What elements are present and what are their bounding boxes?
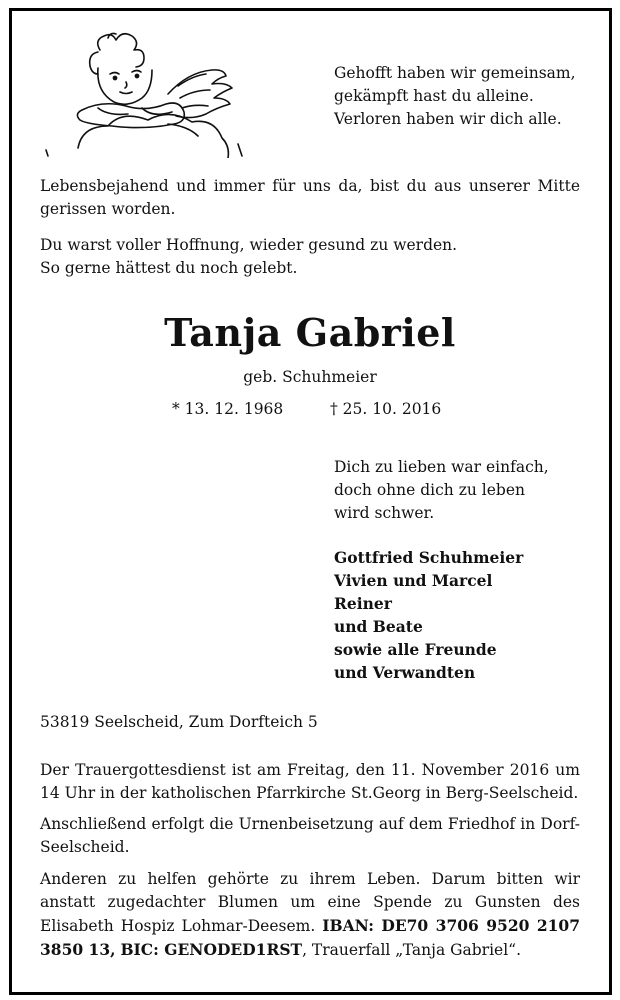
- donation-text: Anderen zu helfen gehörte zu ihrem Leben. Darum bitten wir anstatt zugedachter Blumen um eine Spende zu Gunsten des Elisabeth Hospiz Lohmar-Deesem.: [40, 870, 580, 935]
- poem-top-line: Gehofft haben wir gemeinsam,: [334, 64, 576, 82]
- poem-top-line: Verloren haben wir dich alle.: [334, 110, 562, 128]
- poem-bottom-line: doch ohne dich zu leben: [334, 481, 525, 499]
- burial-info: Anschließend erfolgt die Urnenbeisetzung auf dem Friedhof in Dorf-Seelscheid.: [40, 815, 580, 856]
- angel-illustration: [38, 28, 268, 158]
- donation-info: [40, 868, 580, 962]
- mourner-name: sowie alle Freunde: [334, 640, 497, 659]
- poem-bottom-line: wird schwer.: [334, 504, 435, 522]
- mourner-name: Reiner: [334, 594, 392, 613]
- bic: BIC: GENODED1RST: [120, 940, 303, 959]
- donation-reference: , Trauerfall „Tanja Gabriel“.: [302, 941, 522, 959]
- iban: IBAN: DE70 3706 9520 2107 3850 13,: [40, 916, 580, 959]
- mourner-name: und Beate: [334, 617, 423, 636]
- paragraph-hope-line: So gerne hättest du noch gelebt.: [40, 259, 298, 277]
- poem-top-line: gekämpft hast du alleine.: [334, 87, 534, 105]
- birth-date: * 13. 12. 1968: [172, 400, 284, 418]
- mourner-name: Gottfried Schuhmeier: [334, 548, 524, 567]
- paragraph-life: Lebensbejahend und immer für uns da, bist du aus unserer Mitte gerissen worden.: [40, 177, 580, 218]
- poem-bottom: [334, 456, 549, 525]
- poem-top: [334, 62, 576, 131]
- paragraph-hope: [40, 234, 580, 280]
- birth-name: geb. Schuhmeier: [243, 368, 377, 386]
- mourners-list: [334, 546, 523, 684]
- mourner-name: und Verwandten: [334, 663, 476, 682]
- service-info: Der Trauergottesdienst ist am Freitag, den 11. November 2016 um 14 Uhr in der katholischen Pfarrkirche St.Georg in Berg-Seelscheid.: [40, 761, 580, 802]
- mourner-name: Vivien und Marcel: [334, 571, 493, 590]
- paragraph-hope-line: Du warst voller Hoffnung, wieder gesund zu werden.: [40, 236, 458, 254]
- death-date: † 25. 10. 2016: [330, 400, 442, 418]
- deceased-name: Tanja Gabriel: [164, 310, 456, 355]
- address: 53819 Seelscheid, Zum Dorfteich 5: [40, 713, 318, 731]
- poem-bottom-line: Dich zu lieben war einfach,: [334, 458, 549, 476]
